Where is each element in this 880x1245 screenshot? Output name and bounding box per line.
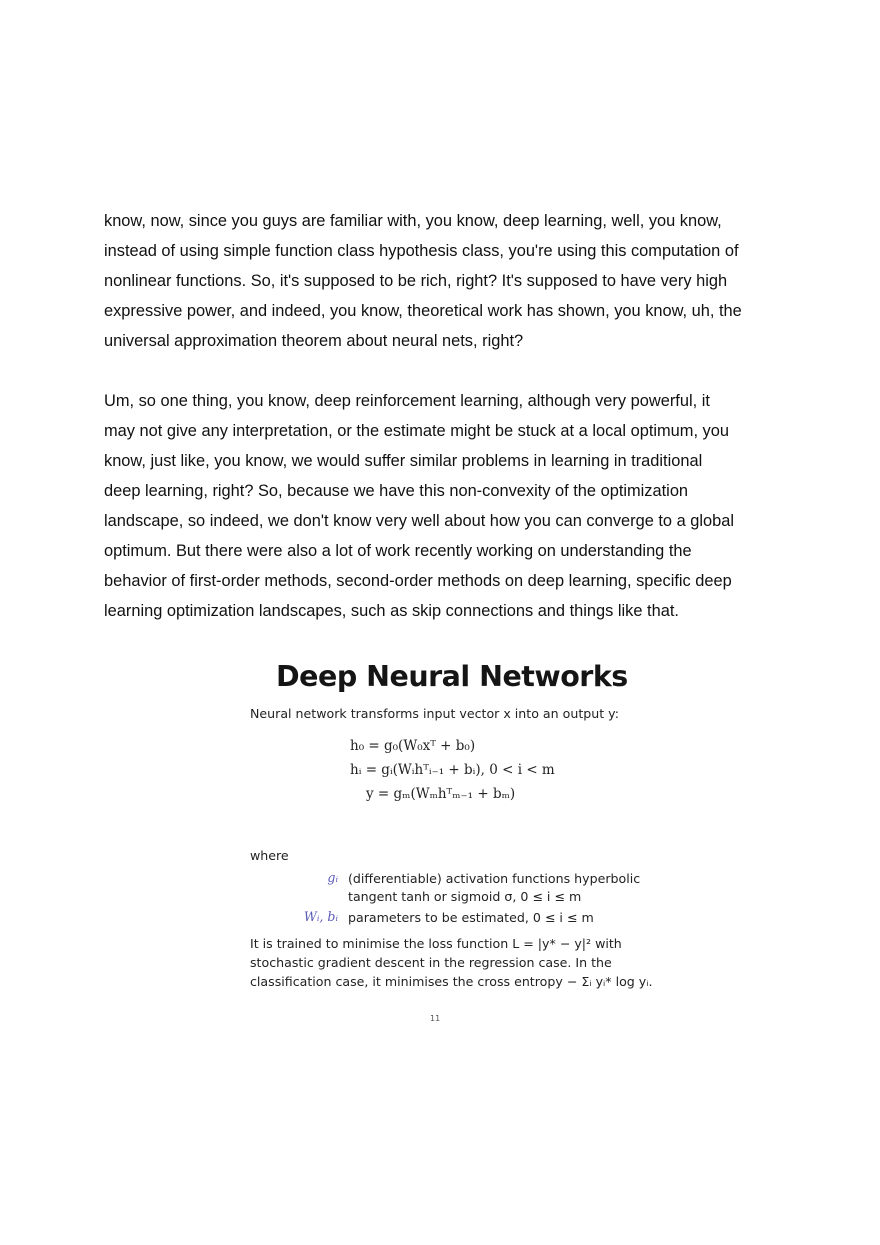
slide-title: Deep Neural Networks xyxy=(276,660,628,693)
text-line: learning optimization landscapes, such as skip connections and things like that. xyxy=(104,602,679,620)
equation-y: y = gₘ(Wₘhᵀₘ₋₁ + bₘ) xyxy=(366,786,516,802)
definition-parameters xyxy=(250,909,670,927)
definition-text xyxy=(348,870,648,906)
equation-hi: hᵢ = gᵢ(Wᵢhᵀᵢ₋₁ + bᵢ), 0 < i < m xyxy=(350,762,555,778)
where-label: where xyxy=(250,848,289,863)
definition-activation xyxy=(250,870,670,906)
text-line: know, now, since you guys are familiar with, you know, deep learning, well, you know, xyxy=(104,212,722,230)
text-line: optimum. But there were also a lot of work recently working on understanding the xyxy=(104,542,692,560)
definition-list xyxy=(250,870,670,930)
text-line: deep learning, right? So, because we have this non-convexity of the optimization xyxy=(104,482,689,500)
slide-page-number: 11 xyxy=(430,1014,441,1023)
definition-text xyxy=(348,909,648,927)
slide-body-text xyxy=(250,934,670,992)
lecture-slide-image xyxy=(240,650,670,1040)
text-line: landscape, so indeed, we don't know very well about how you can converge to a global xyxy=(104,512,735,530)
transcript-paragraph-2 xyxy=(104,386,784,626)
transcript-paragraph-1 xyxy=(104,206,784,356)
text-line: behavior of first-order methods, second-order methods on deep learning, specific deep xyxy=(104,572,732,590)
definition-line: (differentiable) activation functions hyperbolic xyxy=(348,871,641,886)
text-line: may not give any interpretation, or the estimate might be stuck at a local optimum, you xyxy=(104,422,729,440)
equation-h0: h₀ = g₀(W₀xᵀ + b₀) xyxy=(350,738,476,754)
slide-body-line: It is trained to minimise the loss function L = |y* − y|² with xyxy=(250,936,622,951)
text-line: universal approximation theorem about neural nets, right? xyxy=(104,332,524,350)
text-line: expressive power, and indeed, you know, theoretical work has shown, you know, uh, the xyxy=(104,302,742,320)
definition-term: Wᵢ, bᵢ xyxy=(303,909,338,924)
definition-line: parameters to be estimated, 0 ≤ i ≤ m xyxy=(348,910,594,925)
definition-line: tangent tanh or sigmoid σ, 0 ≤ i ≤ m xyxy=(348,889,582,904)
slide-body-line: classification case, it minimises the cross entropy − Σᵢ yᵢ* log yᵢ. xyxy=(250,974,653,990)
slide-body-line: stochastic gradient descent in the regression case. In the xyxy=(250,955,612,971)
text-line: know, just like, you know, we would suffer similar problems in learning in traditional xyxy=(104,452,703,470)
transcript-text xyxy=(104,206,784,626)
equation-block xyxy=(350,738,610,810)
text-line: Um, so one thing, you know, deep reinforcement learning, although very powerful, it xyxy=(104,392,710,410)
definition-term: gᵢ xyxy=(327,870,338,885)
slide-intro: Neural network transforms input vector x into an output y: xyxy=(250,706,619,721)
text-line: nonlinear functions. So, it's supposed to be rich, right? It's supposed to have very high xyxy=(104,272,728,290)
text-line: instead of using simple function class hypothesis class, you're using this computation of xyxy=(104,242,739,260)
